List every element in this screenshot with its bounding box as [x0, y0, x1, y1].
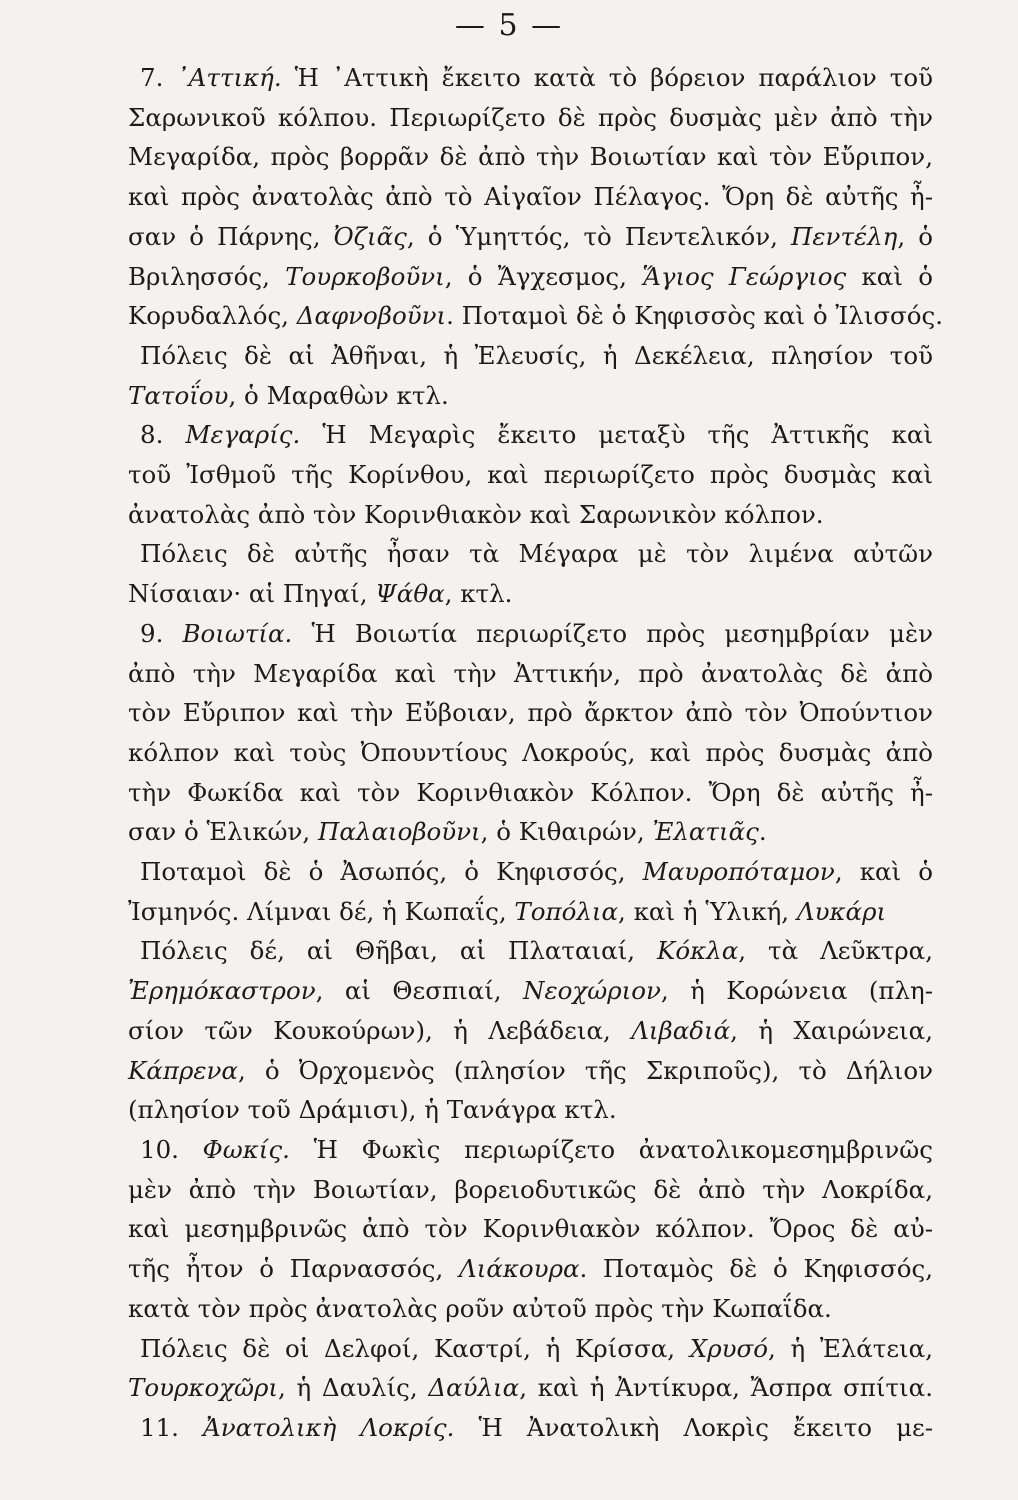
text-line — [128, 58, 933, 98]
text-line — [128, 1090, 933, 1130]
text-segment: Σαρωνικοῦ κόλπου. Περιωρίζετο δὲ πρὸς δυσμὰς μὲν ἀπὸ τὴν — [128, 102, 933, 132]
text-segment: , ἡ Κορώνεια (πλη- — [660, 976, 933, 1006]
text-line — [128, 1368, 933, 1408]
text-line — [128, 1249, 933, 1289]
text-segment: , κτλ. — [444, 579, 513, 609]
body-text — [128, 58, 944, 1448]
italic-segment: Ἅγιος Γεώργιος — [642, 261, 847, 291]
italic-segment: Νεοχώριον — [523, 976, 661, 1006]
text-segment: τῆς ἦτον ὁ Παρνασσός, — [128, 1254, 460, 1284]
text-segment: . — [758, 817, 767, 847]
text-line — [128, 137, 933, 177]
text-segment: , ὁ — [897, 221, 934, 251]
italic-segment: Δαφνοβοῦνι — [296, 301, 447, 331]
text-segment: σαν ὁ Πάρνης, — [128, 221, 334, 251]
text-segment: σαν ὁ Ἑλικών, — [128, 817, 318, 847]
text-segment: , ὁ Κιθαιρών, — [480, 817, 653, 847]
text-line — [128, 415, 933, 455]
text-segment: , ἡ Δαυλίς, — [278, 1373, 429, 1403]
text-segment: Βριλησσός, — [128, 261, 286, 291]
italic-segment: Ἐρημόκαστρον — [128, 976, 316, 1006]
text-line — [128, 654, 933, 694]
text-line — [128, 495, 933, 535]
italic-segment: ᾿Αττική. — [176, 63, 282, 92]
text-line — [128, 852, 933, 892]
text-segment: Πόλεις δέ, αἱ Θῆβαι, αἱ Πλαταιαί, — [140, 936, 658, 966]
italic-segment: Τοπόλια — [514, 896, 619, 926]
page-number: — 5 — — [454, 8, 564, 43]
text-segment: κόλπον καὶ τοὺς Ὀπουντίους Λοκρούς, καὶ πρὸς δυσμὰς ἀπὸ — [128, 737, 933, 767]
text-segment: Ἡ Μεγαρὶς ἔκειτο μεταξὺ τῆς Ἀττικῆς καὶ — [300, 420, 933, 450]
text-segment: 7. — [140, 63, 177, 92]
text-line — [128, 812, 933, 852]
text-segment: , αἱ Θεσπιαί, — [315, 976, 524, 1006]
text-segment: , ὁ Ὀρχομενὸς (πλησίον τῆς Σκριποῦς), τὸ Δήλιον — [237, 1055, 933, 1085]
text-segment: Ἰσμηνός. Λίμναι δέ, ἡ Κωπαΐς, — [128, 896, 515, 926]
text-segment: καὶ πρὸς ἀνατολὰς ἀπὸ τὸ Αἰγαῖον Πέλαγος. Ὄρη δὲ αὐτῆς ἦ- — [128, 182, 933, 212]
italic-segment: Κάπρενα — [128, 1055, 238, 1085]
text-line — [128, 1289, 933, 1329]
text-line — [128, 336, 933, 376]
text-segment: Ἡ ᾿Αττικὴ ἔκειτο κατὰ τὸ βόρειον παράλιον τοῦ — [281, 63, 933, 92]
text-segment: , ἡ Χαιρώνεια, — [730, 1015, 933, 1045]
text-segment: Πόλεις δὲ οἱ Δελφοί, Καστρί, ἡ Κρίσσα, — [140, 1333, 690, 1363]
text-segment: καὶ μεσημβρινῶς ἀπὸ τὸν Κορινθιακὸν κόλπον. Ὄρος δὲ αὐ- — [128, 1214, 933, 1244]
text-segment: . Ποταμοὶ δὲ ὁ Κηφισσὸς καὶ ὁ Ἰλισσός. — [446, 301, 944, 331]
text-segment: , ἡ Ἐλάτεια, — [767, 1333, 933, 1363]
text-segment: ἀνατολὰς ἀπὸ τὸν Κορινθιακὸν καὶ Σαρωνικὸν κόλπον. — [128, 499, 824, 529]
italic-segment: Τατοΐου — [128, 380, 229, 410]
italic-segment: Τουρκοβοῦνι — [285, 261, 445, 291]
text-line — [128, 574, 933, 614]
italic-segment: Πεντέλη — [791, 221, 898, 251]
text-segment: , καὶ ἡ Ὑλική, — [618, 896, 797, 926]
text-segment: σίον τῶν Κουκούρων), ἡ Λεβάδεια, — [128, 1015, 632, 1045]
text-line — [128, 614, 933, 654]
text-segment: Νίσαιαν· αἱ Πηγαί, — [128, 579, 376, 609]
text-segment: Πόλεις δὲ αἱ Ἀθῆναι, ἡ Ἐλευσίς, ἡ Δεκέλεια, πλησίον τοῦ — [140, 340, 933, 370]
text-line — [128, 217, 933, 257]
text-segment: , καὶ ὁ — [834, 857, 934, 887]
text-segment: ἀπὸ τὴν Μεγαρίδα καὶ τὴν Ἀττικήν, πρὸ ἀνατολὰς δὲ ἀπὸ — [128, 658, 933, 688]
italic-segment: Λιβαδιά — [631, 1015, 731, 1045]
italic-segment: Μεγαρίς. — [185, 420, 301, 450]
text-segment: κατὰ τὸν πρὸς ἀνατολὰς ροῦν αὐτοῦ πρὸς τὴν Κωπαΐδα. — [128, 1293, 832, 1323]
text-line — [128, 257, 933, 297]
text-segment: Ἡ Φωκὶς περιωρίζετο ἀνατολικομεσημβρινῶς — [289, 1134, 933, 1164]
italic-segment: Λυκάρι — [796, 896, 887, 926]
text-segment: . Ποταμὸς δὲ ὁ Κηφισσός, — [579, 1254, 933, 1284]
italic-segment: Ψάθα — [375, 579, 445, 609]
italic-segment: Χρυσό — [689, 1333, 768, 1363]
text-segment: 11. — [140, 1412, 204, 1442]
italic-segment: Κόκλα — [657, 936, 739, 966]
text-line — [128, 773, 933, 813]
text-segment: (πλησίον τοῦ Δράμισι), ἡ Τανάγρα κτλ. — [128, 1095, 617, 1125]
text-line — [128, 296, 944, 336]
italic-segment: Δαύλια — [428, 1373, 520, 1403]
text-segment: Κορυδαλλός, — [128, 301, 297, 331]
text-segment: Μεγαρίδα, πρὸς βορρᾶν δὲ ἀπὸ τὴν Βοιωτίαν καὶ τὸν Εὔριπον, — [128, 142, 933, 172]
text-line — [128, 1130, 933, 1170]
text-segment: Ποταμοὶ δὲ ὁ Ἀσωπός, ὁ Κηφισσός, — [140, 857, 643, 887]
text-line — [128, 1051, 933, 1091]
italic-segment: Βοιωτία. — [182, 618, 293, 648]
text-segment: τοῦ Ἰσθμοῦ τῆς Κορίνθου, καὶ περιωρίζετο πρὸς δυσμὰς καὶ — [128, 460, 933, 490]
text-segment: 9. — [140, 618, 183, 648]
text-segment: , τὰ Λεῦκτρα, — [738, 936, 933, 966]
text-segment: τὴν Φωκίδα καὶ τὸν Κορινθιακὸν Κόλπον. Ὄρη δὲ αὐτῆς ἦ- — [128, 777, 933, 807]
text-segment: τὸν Εὔριπον καὶ τὴν Εὔβοιαν, πρὸ ἄρκτον ἀπὸ τὸν Ὀπούντιον — [128, 698, 933, 728]
text-segment: , ὁ Ἄγχεσμος, — [444, 261, 643, 291]
italic-segment: Ἀνατολικὴ Λοκρίς. — [203, 1412, 455, 1442]
text-line — [128, 376, 933, 416]
text-line — [128, 931, 933, 971]
text-segment: μὲν ἀπὸ τὴν Βοιωτίαν, βορειοδυτικῶς δὲ ἀπὸ τὴν Λοκρίδα, — [128, 1174, 933, 1204]
text-segment: Πόλεις δὲ αὐτῆς ἦσαν τὰ Μέγαρα μὲ τὸν λιμένα αὐτῶν — [140, 539, 933, 569]
text-segment: , καὶ ἡ Ἀντίκυρα, Ἄσπρα σπίτια. — [519, 1373, 933, 1403]
text-line — [128, 98, 933, 138]
text-segment: Ἡ Ἀνατολικὴ Λοκρὶς ἔκειτο με- — [454, 1412, 933, 1442]
text-segment: , ὁ Μαραθὼν κτλ. — [228, 380, 449, 410]
text-line — [128, 455, 933, 495]
italic-segment: Μαυροπόταμον — [642, 857, 835, 887]
text-line — [128, 971, 933, 1011]
text-segment: Ἡ Βοιωτία περιωρίζετο πρὸς μεσημβρίαν μὲν — [292, 618, 933, 648]
text-line — [128, 1011, 933, 1051]
italic-segment: Φωκίς. — [202, 1134, 290, 1164]
italic-segment: Παλαιοβοῦνι — [318, 817, 481, 847]
text-segment: καὶ ὁ — [846, 261, 933, 291]
italic-segment: Ὀζιᾶς — [333, 221, 407, 251]
text-line — [128, 733, 933, 773]
text-line — [128, 534, 933, 574]
text-line — [128, 177, 933, 217]
text-line — [128, 1170, 933, 1210]
italic-segment: Ἐλατιᾶς — [652, 817, 759, 847]
text-line — [128, 1408, 933, 1448]
text-line — [128, 1329, 933, 1369]
text-segment: , ὁ Ὑμηττός, τὸ Πεντελικόν, — [406, 221, 792, 251]
italic-segment: Λιάκουρα — [459, 1254, 580, 1284]
text-line — [128, 693, 933, 733]
italic-segment: Τουρκοχῶρι — [128, 1373, 279, 1403]
text-line — [128, 1209, 933, 1249]
text-line — [128, 892, 933, 932]
text-segment: 8. — [140, 420, 186, 450]
text-segment: 10. — [140, 1134, 203, 1164]
